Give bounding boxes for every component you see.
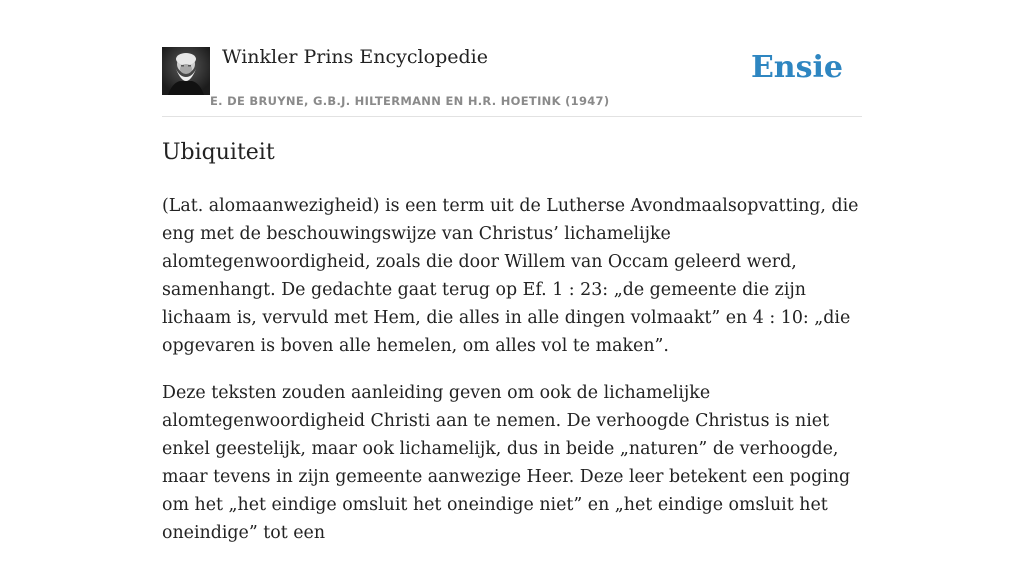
article-paragraph: (Lat. alomaanwezigheid) is een term uit de Lutherse Avondmaalsopvatting, die eng met de beschouwingswijze van Christus’ lichamelijke alomtegenwoordigheid, zoals die door Willem van Occam geleerd werd, samenhangt. De gedachte gaat terug op Ef. 1 : 23: „de gemeente die zijn lichaam is, vervuld met Hem, die alles in alle dingen volmaakt” en 4 : 10: „die opgevaren is boven alle hemelen, om alles vol te maken”. — [162, 196, 859, 356]
article-title: Ubiquiteit — [162, 140, 275, 165]
article-body — [162, 192, 868, 566]
article-paragraph: Deze teksten zouden aanleiding geven om ook de lichamelijke alomtegenwoordigheid Christi aan te nemen. De verhoogde Christus is niet enkel geestelijk, maar ook lichamelijk, dus in beide „naturen” de verhoogde, maar tevens in zijn gemeente aanwezige Heer. Deze leer betekent een poging om het „het eindige omsluit het oneindige niet” en „het eindige omsluit het oneindige” tot een — [162, 383, 851, 543]
source-header — [162, 46, 862, 117]
author-portrait-avatar — [162, 47, 210, 95]
authors-line: E. DE BRUYNE, G.B.J. HILTERMANN EN H.R. HOETINK (1947) — [210, 94, 610, 108]
source-title[interactable]: Winkler Prins Encyclopedie — [222, 46, 488, 68]
portrait-icon — [162, 47, 210, 95]
ensie-logo-link[interactable]: Ensie — [750, 50, 843, 85]
